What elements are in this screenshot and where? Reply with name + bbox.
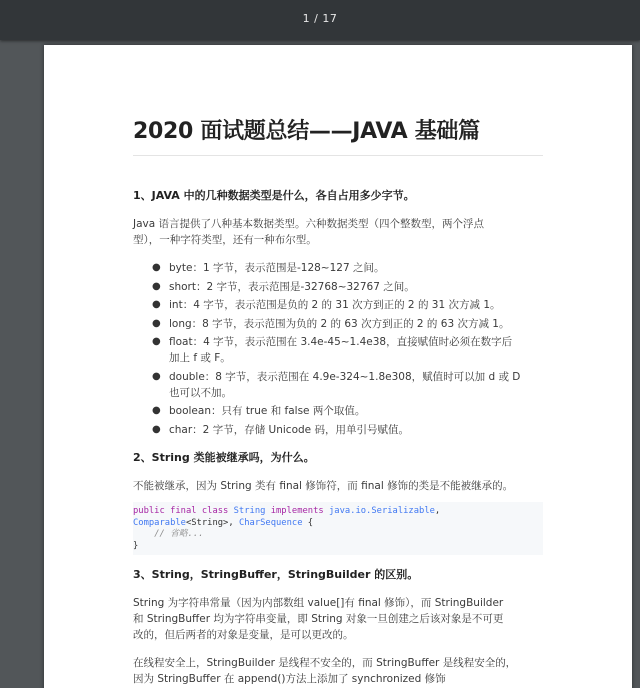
list-item-text: int：4 字节，表示范围是负的 2 的 31 次方到正的 2 的 31 次方减 1。	[169, 299, 501, 311]
list-item	[152, 403, 543, 419]
document-page	[44, 45, 632, 688]
document-viewer[interactable]	[0, 40, 640, 688]
bullet-icon: ●	[152, 423, 161, 435]
paragraph-line: 因为 StringBuffer 在 append()方法上添加了 synchronized 修饰	[133, 673, 446, 685]
list-item	[152, 316, 543, 332]
bullet-icon: ●	[152, 336, 161, 347]
code-keyword: public final class	[133, 506, 229, 516]
bullet-icon: ●	[152, 405, 161, 416]
list-item	[152, 369, 543, 401]
bullet-icon: ●	[152, 262, 161, 273]
paragraph-line: 在线程安全上，StringBuilder 是线程不安全的，而 StringBuffer 是线程安全的，	[133, 657, 517, 669]
code-type: Comparable	[133, 517, 186, 528]
code-block	[133, 502, 543, 555]
bullet-icon: ●	[152, 370, 161, 382]
list-item-text: float：4 字节，表示范围在 3.4e-45~1.4e38，直接赋值时必须在数字后	[169, 336, 513, 348]
list-item-text: boolean：只有 true 和 false 两个取值。	[169, 405, 366, 417]
code-type: java.io.Serializable	[328, 506, 435, 516]
page-indicator: 1 / 17	[302, 12, 338, 25]
section-3-paragraph-2	[133, 655, 543, 687]
bullet-icon: ●	[152, 317, 161, 329]
paragraph-line: 和 StringBuffer 均为字符串变量，即 String 对象一旦创建之后该对象是不可更	[133, 613, 504, 625]
code-comment: // 省略...	[154, 529, 204, 539]
list-item-text: short：2 字节，表示范围是-32768~32767 之间。	[169, 280, 415, 293]
code-type: String	[233, 506, 266, 516]
bullet-icon: ●	[152, 280, 161, 292]
code-punct: {	[302, 517, 314, 528]
data-types-list	[133, 260, 543, 438]
list-item-text: char：2 字节，存储 Unicode 码，用单引号赋值。	[169, 423, 409, 436]
code-punct: }	[133, 540, 139, 551]
list-item-text: long：8 字节，表示范围为负的 2 的 63 次方到正的 2 的 63 次方减 1。	[169, 317, 510, 330]
list-item	[152, 297, 543, 313]
list-item-text-continued: 也可以不加。	[169, 386, 232, 399]
section-1-intro-line-2: 型），一种字符类型，还有一种布尔型。	[133, 234, 317, 246]
code-keyword: implements	[270, 506, 324, 516]
page-content	[133, 117, 543, 687]
list-item	[152, 260, 543, 276]
list-item	[152, 422, 543, 438]
code-plain: <String>,	[185, 517, 239, 528]
viewer-toolbar	[0, 0, 640, 40]
list-item-text: byte：1 字节，表示范围是-128~127 之间。	[169, 262, 385, 274]
code-punct: ,	[434, 506, 441, 516]
list-item-text: double：8 字节，表示范围在 4.9e-324~1.8e308，赋值时可以加 d 或 D	[169, 370, 521, 383]
section-1-intro-line-1: Java 语言提供了八种基本数据类型。六种数据类型（四个整数型，两个浮点	[133, 218, 485, 230]
code-type: CharSequence	[238, 517, 303, 528]
section-2-text: 不能被继承，因为 String 类有 final 修饰符，而 final 修饰的类是不能被继承的。	[133, 480, 514, 492]
section-2-heading: 2、String 类能被继承吗，为什么。	[133, 451, 315, 464]
section-1-intro	[133, 216, 543, 248]
paragraph-line: String 为字符串常量（因为内部数组 value[]有 final 修饰），而 StringBuilder	[133, 597, 504, 609]
bullet-icon: ●	[152, 299, 161, 310]
list-item-text-continued: 加上 f 或 F。	[169, 352, 231, 364]
list-item	[152, 334, 543, 366]
section-1-heading: 1、JAVA 中的几种数据类型是什么，各自占用多少字节。	[133, 189, 415, 202]
list-item	[152, 279, 543, 295]
section-3-heading: 3、String，StringBuffer，StringBuilder 的区别。	[133, 568, 419, 581]
paragraph-line: 改的，但后两者的对象是变量，是可以更改的。	[133, 629, 354, 641]
document-title: 2020 面试题总结——JAVA 基础篇	[133, 117, 543, 156]
section-3-paragraph-1	[133, 595, 543, 643]
